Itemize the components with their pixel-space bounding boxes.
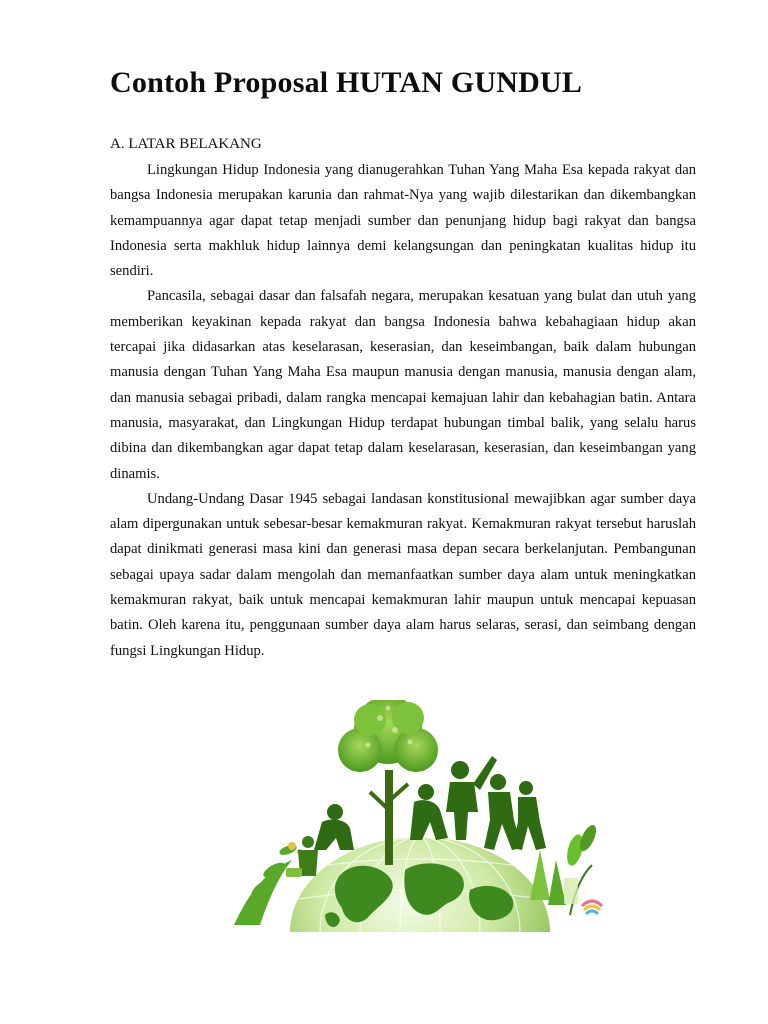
people-silhouettes-icon (314, 756, 546, 850)
child-silhouette-icon (286, 836, 318, 877)
paragraph-1: Lingkungan Hidup Indonesia yang dianugerahkan Tuhan Yang Maha Esa kepada rakyat dan bangsa Indonesia merupakan karunia dan rahmat-Nya yang wajib dilestarikan dan dikembangkan kemampuannya agar dapat tetap menjadi sumber dan penunjang hidup bagi rakyat dan bangsa Indonesia serta makhluk hidup lainnya demi kelangsungan dan peningkatan kualitas hidup itu sendiri. (110, 162, 696, 280)
paragraph-3: Undang-Undang Dasar 1945 sebagai landasan konstitusional mewajibkan agar sumber daya alam dipergunakan untuk sebesar-besar kemakmuran rakyat. Kemakmuran rakyat tersebut haruslah dapat dinikmati generasi masa kini dan generasi masa depan secara berkelanjutan. Pembangunan sebagai upaya sadar dalam mengolah dan memanfaatkan sumber daya alam untuk meningkatkan kemakmuran rakyat, baik untuk mencapai kemakmuran lahir maupun untuk mencapai kepuasan batin. Oleh karena itu, penggunaan sumber daya alam harus selaras, serasi, dan seimbang dengan fungsi Lingkungan Hidup. (110, 490, 696, 659)
green-earth-illustration (230, 700, 610, 932)
left-vine-icon (234, 842, 303, 925)
section-heading: A. LATAR BELAKANG (110, 136, 262, 152)
paragraph-2: Pancasila, sebagai dasar dan falsafah negara, merupakan kesatuan yang bulat dan utuh yang memberikan keyakinan kepada rakyat dan bangsa Indonesia bahwa kebahagiaan hidup akan tercapai jika didasarkan atas keselarasan, keserasian, dan keseimbangan, baik dalam hubungan manusia dengan Tuhan Yang Maha Esa maupun manusia dengan manusia, manusia dengan alam, dan manusia sebagai pribadi, dalam rangka mencapai kemajuan lahir dan kebahagian batin. Antara manusia, masyarakat, dan Lingkungan Hidup terdapat hubungan timbal balik, yang selalu harus dibina dan dikembangkan agar dapat tetap dalam keselarasan, keserasian, dan keseimbangan yang dinamis. (110, 288, 696, 482)
globe-icon (290, 837, 550, 932)
body-text (110, 155, 696, 664)
green-earth-tree-people-icon (230, 700, 610, 932)
page-title: Contoh Proposal HUTAN GUNDUL (110, 66, 583, 99)
